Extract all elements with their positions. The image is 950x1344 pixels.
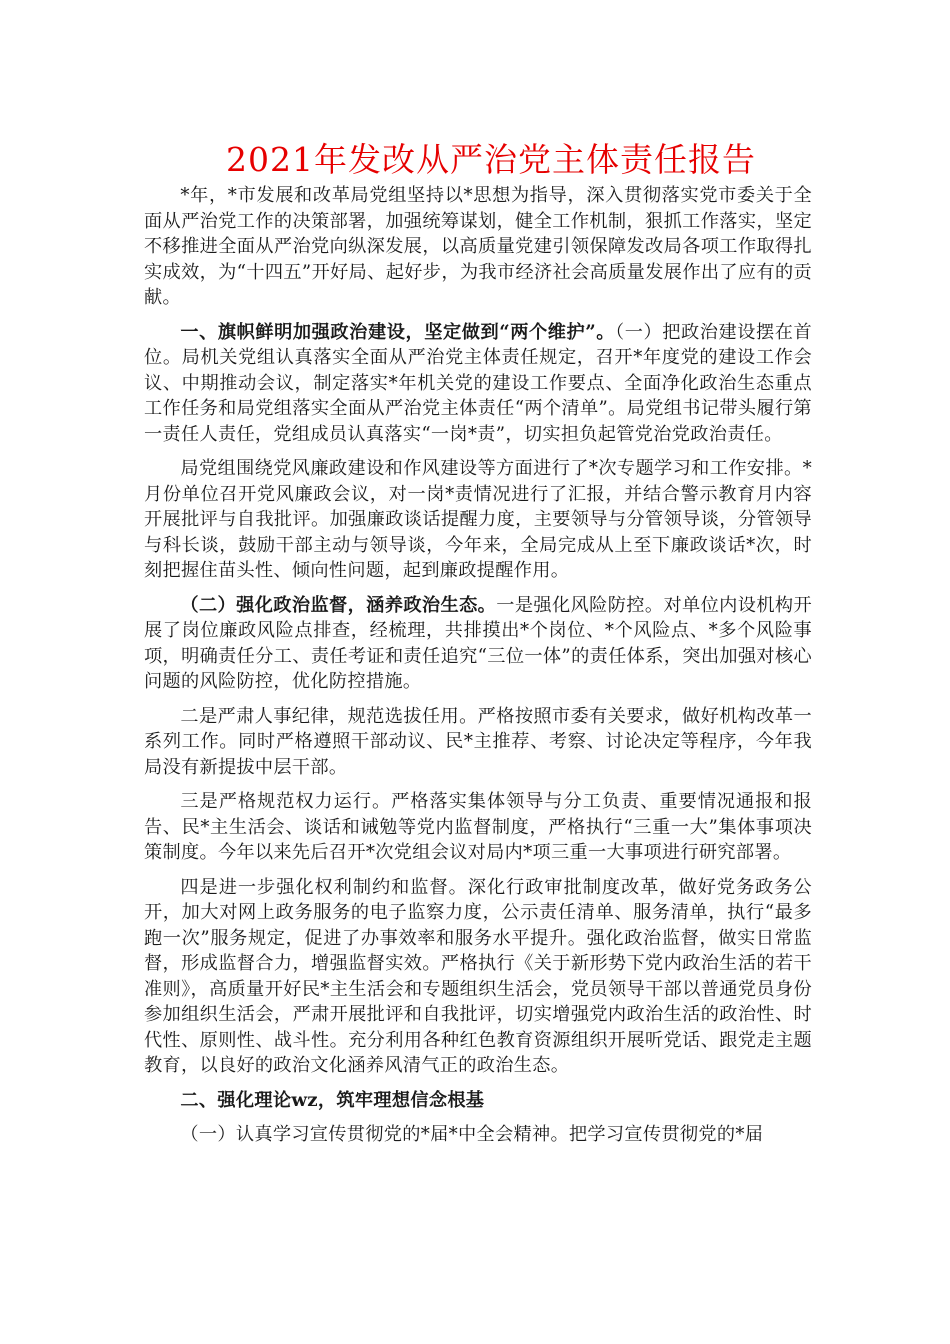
paragraph-power	[144, 789, 812, 866]
paragraph-text: （一）把政治建设摆在首位。局机关党组认真落实全面从严治党主体责任规定，召开*年度党的建设工作会议、中期推动会议，制定落实*年机关党的建设工作要点、全面净化政治生态重点工作任务和局党组落实全面从严治党主体责任“两个清单”。局党组书记带头履行第一责任人责任，党组成员认真落实“一岗*责”，切实担负起管党治党政治责任。	[144, 321, 812, 445]
paragraph-section-2	[144, 1088, 812, 1114]
section-heading: 一、旗帜鲜明加强政治建设，坚定做到“两个维护”。	[180, 321, 616, 343]
paragraph-text: 二是严肃人事纪律，规范选拔任用。严格按照市委有关要求，做好机构改革一系列工作。同时严格遵照干部动议、民*主推荐、考察、讨论决定等程序，今年我局没有新提拔中层干部。	[144, 705, 812, 778]
section-heading: 二、强化理论wz，筑牢理想信念根基	[180, 1089, 485, 1111]
paragraph-section-1	[144, 320, 812, 448]
paragraph-study	[144, 456, 812, 584]
paragraph-supervision	[144, 593, 812, 695]
document-body	[144, 183, 812, 1157]
paragraph-intro	[144, 183, 812, 311]
subsection-heading: （二）强化政治监督，涵养政治生态。	[180, 594, 497, 616]
paragraph-text: 三是严格规范权力运行。严格落实集体领导与分工负责、重要情况通报和报告、民*主生活会、谈话和诫勉等党内监督制度，严格执行“三重一大”集体事项决策制度。今年以来先后召开*次党组会议对局内*项三重一大事项进行研究部署。	[144, 791, 812, 863]
paragraph-personnel	[144, 704, 812, 781]
paragraph-text: 一是强化风险防控。对单位内设机构开展了岗位廉政风险点排查，经梳理，共排摸出*个岗位、*个风险点、*多个风险事项，明确责任分工、责任考证和责任追究“三位一体”的责任体系，突出加强对核心问题的风险防控，优化防控措施。	[144, 594, 812, 692]
paragraph-text: 局党组围绕党风廉政建设和作风建设等方面进行了*次专题学习和工作安排。*月份单位召开党风廉政会议，对一岗*责情况进行了汇报，并结合警示教育月内容开展批评与自我批评。加强廉政谈话提醒力度，主要领导与分管领导谈，分管领导与科长谈，鼓励干部主动与领导谈，今年来，全局完成从上至下廉政谈话*次，时刻把握住苗头性、倾向性问题，起到廉政提醒作用。	[144, 458, 812, 581]
document-title: 2021年发改从严治党主体责任报告	[226, 140, 756, 179]
paragraph-text: （一）认真学习宣传贯彻党的*届*中全会精神。把学习宣传贯彻党的*届	[180, 1124, 764, 1145]
paragraph-theory	[144, 1122, 812, 1148]
paragraph-text: *年，*市发展和改革局党组坚持以*思想为指导，深入贯彻落实党市委关于全面从严治党工作的决策部署，加强统筹谋划，健全工作机制，狠抓工作落实，坚定不移推进全面从严治党向纵深发展，以高质量党建引领保障发改局各项工作取得扎实成效，为“十四五”开好局、起好步，为我市经济社会高质量发展作出了应有的贡献。	[144, 185, 812, 308]
paragraph-text: 四是进一步强化权利制约和监督。深化行政审批制度改革，做好党务政务公开，加大对网上政务服务的电子监察力度，公示责任清单、服务清单，执行“最多跑一次”服务规定，促进了办事效率和服务水平提升。强化政治监督，做实日常监督，形成监督合力，增强监督实效。严格执行《关于新形势下党内政治生活的若干准则》，高质量开好民*主生活会和专题组织生活会，党员领导干部以普通党员身份参加组织生活会，严肃开展批评和自我批评，切实增强党内政治生活的政治性、时代性、原则性、战斗性。充分利用各种红色教育资源组织开展听党话、跟党走主题教育，以良好的政治文化涵养风清气正的政治生态。	[144, 876, 812, 1076]
paragraph-oversight	[144, 875, 812, 1079]
